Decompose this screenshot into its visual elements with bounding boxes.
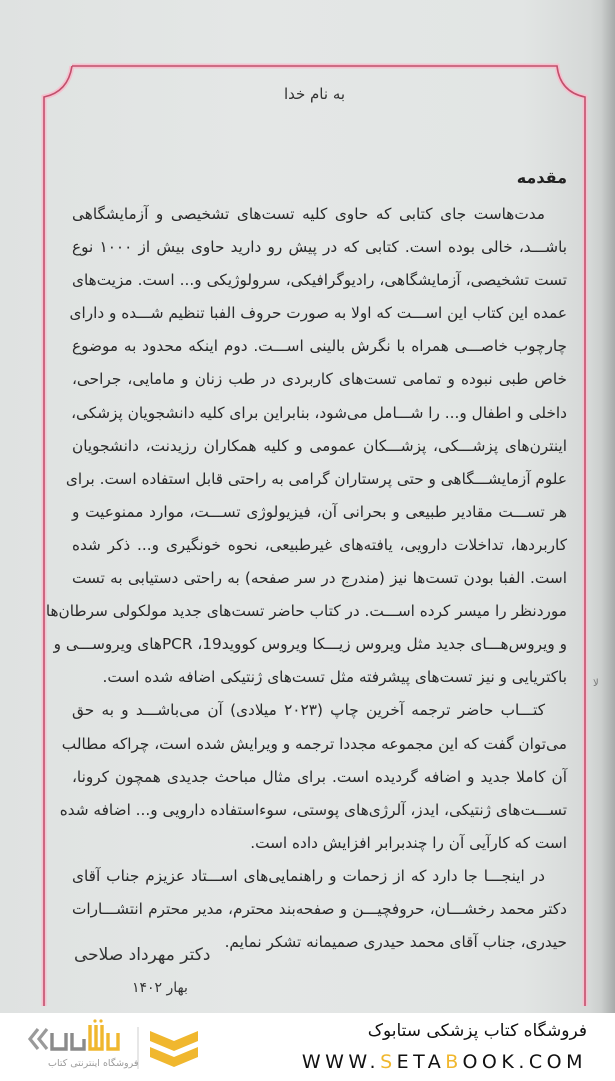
text-line: چارچوب خاصـــی همراه با نگرش بالینی اســـت. دوم اینکه محدود به موضوع — [72, 337, 567, 356]
text-line: موردنظر را میسر کرده اســـت. در کتاب حاضر تست‌های جدید مولکولی سرطان‌ها — [45, 602, 567, 621]
page-header-title: به نام خدا — [283, 85, 346, 103]
text-line: دکتر محمد رخشـــان، حروفچیـــن و صفحه‌بند محترم، مدیر محترم انتشـــارات — [72, 899, 567, 918]
margin-pencil-mark: ﻻ — [593, 678, 599, 689]
text-line: می‌توان گفت که این مجموعه مجددا ترجمه و ویرایش شده است، چراکه مطالب — [61, 734, 567, 753]
text-line: داخلی و اطفال و... را شـــامل می‌شود، بنابراین برای کلیه دانشجویان پزشکی، — [71, 403, 567, 422]
text-line: مدت‌هاست جای کتابی که حاوی کلیه تست‌های تشخیصی و آزمایشگاهی — [72, 205, 545, 223]
text-line: تست تشخیصی، آزمایشگاهی، رادیوگرافیکی، سرولوژیکی و... است. مزیت‌های — [72, 271, 567, 290]
text-line: آن کاملا جدید و اضافه گردیده است. برای مثال مباحث جدیدی همچون کرونا، — [72, 767, 567, 786]
page-edge-shadow — [601, 0, 615, 1013]
url-part-highlight: S — [380, 1051, 397, 1073]
store-banner — [0, 1013, 615, 1080]
text-line: در اینجـــا جا دارد که از زحمات و راهنمایی‌های اســـتاد عزیزم جناب آقای — [72, 866, 545, 885]
text-line: خاص طبی نبوده و تمامی تست‌های کاربردی در طب زنان و مامایی، جراحی، — [72, 370, 567, 389]
section-title: مقدمه — [516, 168, 567, 187]
signature-date: بهار ۱۴۰۲ — [132, 980, 188, 996]
text-line: حیدری، جناب آقای محمد حیدری صمیمانه تشکر نمایم. — [224, 933, 567, 952]
preface-body — [45, 198, 567, 959]
text-line: علوم آزمایشـــگاهی و حتی پرستاران گرامی به راحتی قابل استفاده است. برای — [65, 469, 567, 488]
store-name: فروشگاه کتاب پزشکی ستابوک — [367, 1021, 587, 1041]
text-line: تســـت‌های ژنتیکی، ایدز، آلرژی‌های پوستی، سوءاستفاده دارویی و... اضافه شده — [59, 800, 567, 819]
url-part-highlight: B — [445, 1051, 463, 1073]
text-line: عمده این کتاب این اســـت که اولا به صورت حروف الفبا تنظیم شـــده و دارای — [69, 304, 567, 323]
preface-page — [45, 70, 567, 1000]
text-line: کتـــاب حاضر ترجمه آخرین چاپ (۲۰۲۳ میلادی) آن می‌باشـــد و به حق — [72, 701, 546, 720]
text-line: و ویروس‌هـــای جدید مثل ویروس زیـــکا ویروس کووید19، PCRهای ویروســـی و — [53, 635, 567, 654]
text-line: باکتریایی و نیز تست‌های پیشرفته مثل تست‌های ژنتیکی اضافه شده است. — [102, 668, 567, 687]
store-url-link[interactable] — [302, 1051, 587, 1073]
text-line: هر تســـت مقادیر طبیعی و بحرانی آن، فیزیولوژی تســـت، موارد ممنوعیت و — [72, 502, 567, 521]
text-line: اینترن‌های پزشـــکی، پزشـــکان عمومی و کلیه همکاران رزیدنت، دانشجویان — [72, 436, 567, 455]
url-part: ETA — [396, 1051, 446, 1073]
logo-tagline: فروشگاه اینترنتی کتاب — [48, 1058, 139, 1069]
url-part: OOK.COM — [462, 1051, 587, 1073]
text-line: باشـــد، خالی بوده است. کتابی که در پیش رو دارید حاوی بیش از ۱۰۰۰ نوع — [72, 238, 567, 257]
author-signature: دکتر مهرداد صلاحی — [74, 945, 211, 965]
text-line: است. الفبا بودن تست‌ها نیز (مندرج در سر صفحه) به راحتی دستیابی به تست — [72, 569, 567, 588]
text-line: کاربردها، تداخلات دارویی، یافته‌های غیرطبیعی، نحوه خونگیری و... ذکر شده — [72, 535, 567, 554]
url-part: WWW. — [301, 1051, 381, 1073]
text-line: است که کارآیی آن را چندبرابر افزایش داده است. — [250, 833, 567, 852]
